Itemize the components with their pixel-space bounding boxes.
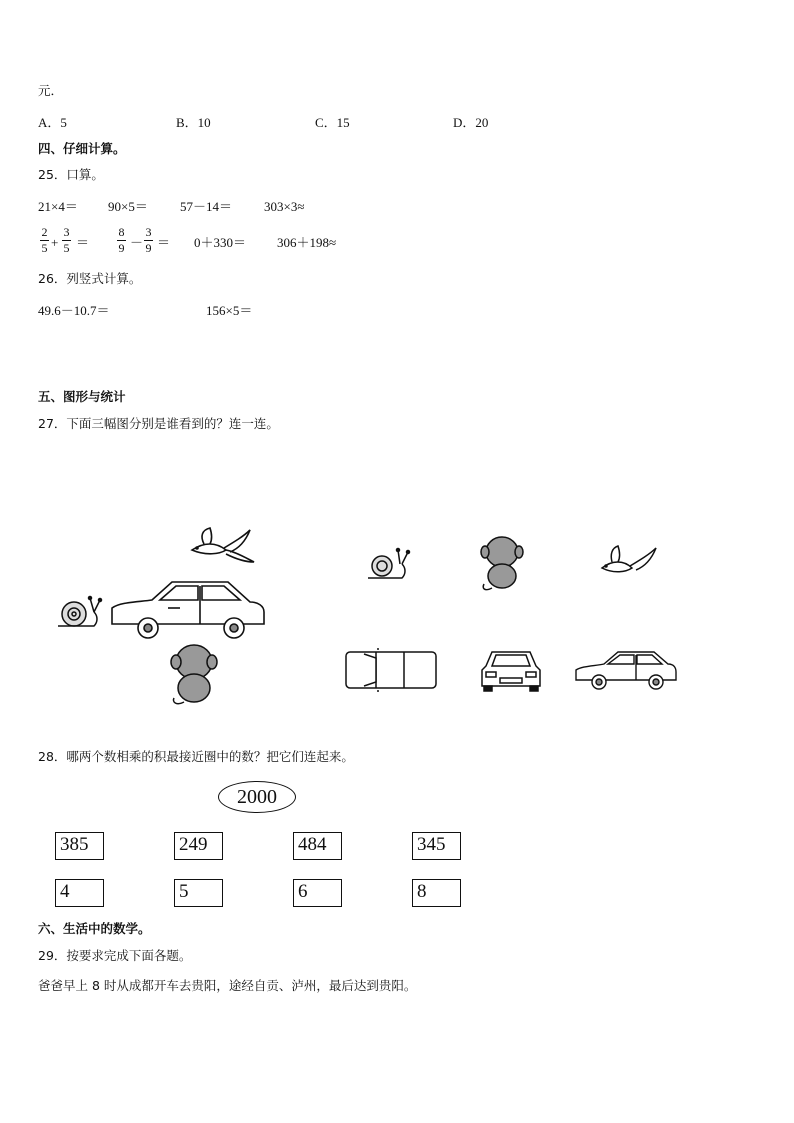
- q24-option-b[interactable]: B．10: [176, 115, 211, 130]
- car-side-icon: [112, 582, 264, 638]
- section-6-heading: 六、生活中的数学。: [38, 921, 151, 936]
- fraction-denominator: 5: [63, 240, 70, 255]
- fraction-numerator: 3: [145, 225, 152, 239]
- equals-sign: ＝: [76, 235, 90, 250]
- q25-item-7: 0＋330＝: [194, 235, 247, 250]
- monkey-back-icon: [481, 537, 523, 590]
- section-5-heading: 五、图形与统计: [38, 389, 126, 404]
- factor-box-6[interactable]: 6: [293, 879, 342, 907]
- swallow-icon: [192, 528, 254, 562]
- q25-item-8: 306＋198≈: [277, 235, 337, 250]
- factor-box-345[interactable]: 345: [412, 832, 461, 860]
- q24-option-a[interactable]: A．5: [38, 115, 67, 130]
- fraction-denominator: 9: [118, 240, 125, 255]
- q27-label: 27．下面三幅图分别是谁看到的？连一连。: [38, 416, 279, 431]
- fraction-denominator: 9: [145, 240, 152, 255]
- swallow-icon: [602, 546, 656, 572]
- q26-item-2: 156×5＝: [206, 303, 253, 318]
- equals-sign: ＝: [157, 235, 171, 250]
- snail-icon: [58, 597, 102, 627]
- factor-box-8[interactable]: 8: [412, 879, 461, 907]
- q24-option-c[interactable]: C．15: [315, 115, 350, 130]
- monkey-back-icon: [171, 645, 217, 704]
- factor-box-484[interactable]: 484: [293, 832, 342, 860]
- fraction-numerator: 2: [41, 225, 48, 239]
- q28-label: 28．哪两个数相乘的积最接近圈中的数？把它们连起来。: [38, 749, 354, 764]
- snail-icon: [368, 549, 410, 579]
- q25-item-1: 21×4＝: [38, 199, 78, 214]
- plus-operator: +: [51, 235, 59, 250]
- fraction-denominator: 5: [41, 240, 48, 255]
- q24-text-tail: 元．: [38, 83, 64, 98]
- car-side-icon: [576, 652, 676, 689]
- minus-operator: －: [130, 235, 144, 250]
- fraction-numerator: 3: [63, 225, 70, 239]
- factor-box-249[interactable]: 249: [174, 832, 223, 860]
- car-top-view-icon: [346, 648, 436, 692]
- q25-item-4: 303×3≈: [264, 199, 305, 214]
- q25-item-2: 90×5＝: [108, 199, 148, 214]
- q29-text: 爸爸早上 8 时从成都开车去贵阳，途经自贡、泸州，最后达到贵阳。: [38, 978, 417, 993]
- q26-label: 26．列竖式计算。: [38, 271, 142, 286]
- q29-label: 29．按要求完成下面各题。: [38, 948, 192, 963]
- factor-box-385[interactable]: 385: [55, 832, 104, 860]
- section-4-heading: 四、仔细计算。: [38, 141, 126, 156]
- q26-item-1: 49.6－10.7＝: [38, 303, 110, 318]
- target-number-oval[interactable]: 2000: [218, 781, 296, 813]
- factor-box-5[interactable]: 5: [174, 879, 223, 907]
- factor-box-4[interactable]: 4: [55, 879, 104, 907]
- q24-option-d[interactable]: D．20: [453, 115, 489, 130]
- fraction-numerator: 8: [118, 225, 125, 239]
- q25-label: 25．口算。: [38, 167, 104, 182]
- q25-item-3: 57－14＝: [180, 199, 233, 214]
- car-front-icon: [482, 652, 540, 691]
